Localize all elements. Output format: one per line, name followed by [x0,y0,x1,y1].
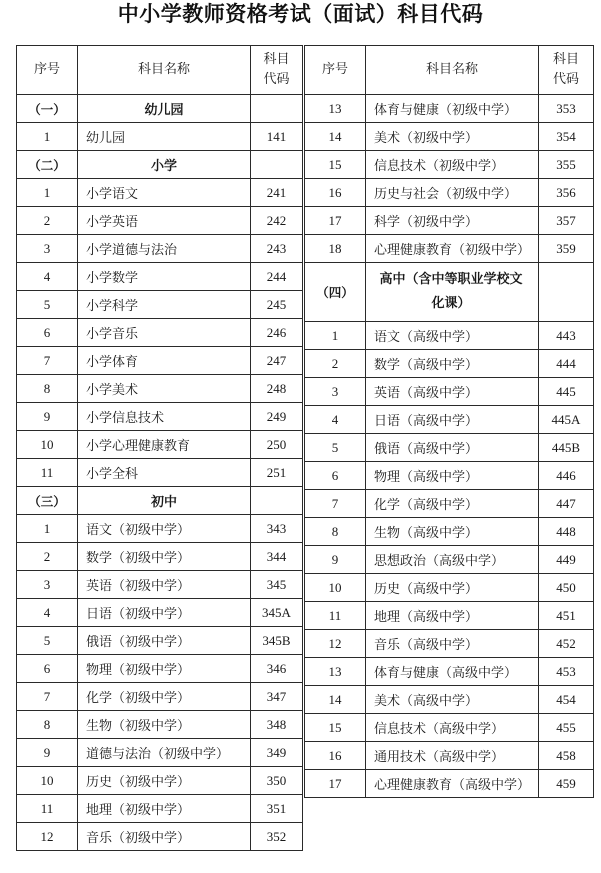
table-row [17,627,303,655]
row-seq: 11 [17,459,78,487]
row-subject-name: 小学英语 [78,207,251,235]
row-seq: 9 [17,739,78,767]
row-seq: 15 [305,714,366,742]
section-code [251,151,303,179]
row-seq: 1 [17,179,78,207]
table-row [17,515,303,543]
row-subject-name: 历史（初级中学） [78,767,251,795]
table-row [305,322,594,350]
row-subject-name: 数学（高级中学） [366,350,539,378]
row-subject-name: 小学音乐 [78,319,251,347]
table-row [305,686,594,714]
row-seq: 8 [17,375,78,403]
row-seq: 10 [17,767,78,795]
row-subject-code: 454 [539,686,594,714]
row-subject-code: 445 [539,378,594,406]
row-subject-name: 小学科学 [78,291,251,319]
row-subject-code: 244 [251,263,303,291]
row-subject-name: 信息技术（高级中学） [366,714,539,742]
row-seq: 2 [17,543,78,571]
header-code-line1: 科目 [263,52,290,67]
row-seq: 13 [305,658,366,686]
table-row [305,630,594,658]
row-subject-code: 357 [539,207,594,235]
row-subject-name: 历史（高级中学） [366,574,539,602]
header-code-line2: 代码 [552,72,579,87]
row-subject-code: 443 [539,322,594,350]
table-row [17,795,303,823]
row-subject-code: 344 [251,543,303,571]
table-row [305,770,594,798]
row-subject-name: 幼儿园 [78,123,251,151]
row-seq: 16 [305,742,366,770]
row-seq: 5 [17,291,78,319]
row-seq: 3 [305,378,366,406]
row-seq: 8 [17,711,78,739]
table-row [305,490,594,518]
header-code [539,46,594,95]
table-row [17,263,303,291]
row-subject-code: 455 [539,714,594,742]
row-seq: 4 [305,406,366,434]
table-row [17,123,303,151]
row-seq: 15 [305,151,366,179]
row-subject-name: 美术（高级中学） [366,686,539,714]
page-title: 中小学教师资格考试（面试）科目代码 [117,2,484,26]
row-seq: 9 [305,546,366,574]
section-seq: （三） [17,487,78,515]
row-subject-code: 354 [539,123,594,151]
row-seq: 2 [305,350,366,378]
subject-code-table-right [304,45,594,798]
row-subject-code: 251 [251,459,303,487]
row-subject-name: 音乐（高级中学） [366,630,539,658]
row-subject-name: 物理（高级中学） [366,462,539,490]
section-row-kindergarten [17,95,303,123]
section-seq: （四） [305,263,366,322]
row-subject-name: 道德与法治（初级中学） [78,739,251,767]
row-seq: 12 [17,823,78,851]
row-subject-code: 243 [251,235,303,263]
row-seq: 9 [17,403,78,431]
row-seq: 5 [17,627,78,655]
table-row [305,462,594,490]
row-subject-name: 化学（高级中学） [366,490,539,518]
table-row [305,518,594,546]
table-row [305,350,594,378]
row-seq: 14 [305,123,366,151]
row-subject-code: 359 [539,235,594,263]
row-seq: 12 [305,630,366,658]
row-subject-code: 247 [251,347,303,375]
table-row [17,823,303,851]
section-name: 小学 [78,151,251,179]
row-seq: 8 [305,518,366,546]
section-name: 高中（含中等职业学校文化课） [366,263,539,322]
row-subject-code: 450 [539,574,594,602]
row-seq: 5 [305,434,366,462]
row-subject-code: 345B [251,627,303,655]
row-subject-code: 241 [251,179,303,207]
table-row [17,319,303,347]
row-subject-name: 俄语（初级中学） [78,627,251,655]
row-subject-code: 356 [539,179,594,207]
row-seq: 7 [305,490,366,518]
table-row [305,574,594,602]
row-subject-code: 451 [539,602,594,630]
row-subject-name: 语文（高级中学） [366,322,539,350]
header-code-line2: 代码 [263,72,290,87]
table-row [17,711,303,739]
row-seq: 1 [17,515,78,543]
table-row [17,739,303,767]
table-row [305,235,594,263]
header-seq: 序号 [305,46,366,95]
row-subject-code: 345A [251,599,303,627]
section-row-junior-high [17,487,303,515]
row-subject-name: 音乐（初级中学） [78,823,251,851]
table-row [305,378,594,406]
row-seq: 7 [17,683,78,711]
table-row [17,403,303,431]
row-seq: 1 [17,123,78,151]
row-subject-name: 美术（初级中学） [366,123,539,151]
row-subject-name: 信息技术（初级中学） [366,151,539,179]
header-code [251,46,303,95]
row-subject-code: 351 [251,795,303,823]
section-row-primary [17,151,303,179]
row-subject-name: 化学（初级中学） [78,683,251,711]
row-seq: 17 [305,207,366,235]
row-subject-code: 249 [251,403,303,431]
table-row [17,207,303,235]
row-subject-code: 345 [251,571,303,599]
row-subject-code: 348 [251,711,303,739]
row-subject-code: 453 [539,658,594,686]
row-seq: 13 [305,95,366,123]
row-subject-code: 352 [251,823,303,851]
table-row [305,123,594,151]
row-subject-code: 353 [539,95,594,123]
row-subject-code: 349 [251,739,303,767]
row-subject-name: 心理健康教育（初级中学） [366,235,539,263]
row-seq: 3 [17,571,78,599]
row-subject-name: 地理（初级中学） [78,795,251,823]
row-subject-name: 英语（初级中学） [78,571,251,599]
section-name: 幼儿园 [78,95,251,123]
row-seq: 11 [17,795,78,823]
row-subject-code: 248 [251,375,303,403]
row-seq: 6 [17,655,78,683]
section-name: 初中 [78,487,251,515]
header-name: 科目名称 [78,46,251,95]
row-seq: 7 [17,347,78,375]
row-subject-code: 458 [539,742,594,770]
table-row [17,683,303,711]
row-seq: 14 [305,686,366,714]
table-row [17,459,303,487]
table-row [17,655,303,683]
row-subject-name: 思想政治（高级中学） [366,546,539,574]
table-header-row [17,46,303,95]
row-subject-name: 英语（高级中学） [366,378,539,406]
table-row [17,179,303,207]
table-row [17,375,303,403]
row-seq: 10 [17,431,78,459]
row-subject-name: 通用技术（高级中学） [366,742,539,770]
row-subject-code: 346 [251,655,303,683]
row-seq: 6 [17,319,78,347]
row-subject-code: 350 [251,767,303,795]
table-row [305,658,594,686]
table-row [305,602,594,630]
table-row [17,235,303,263]
table-row [305,207,594,235]
row-subject-code: 445B [539,434,594,462]
row-subject-name: 小学心理健康教育 [78,431,251,459]
row-subject-code: 447 [539,490,594,518]
row-subject-code: 141 [251,123,303,151]
row-subject-name: 生物（高级中学） [366,518,539,546]
row-subject-name: 科学（初级中学） [366,207,539,235]
row-seq: 10 [305,574,366,602]
row-subject-code: 446 [539,462,594,490]
row-subject-name: 小学语文 [78,179,251,207]
row-subject-code: 459 [539,770,594,798]
table-row [17,543,303,571]
row-seq: 2 [17,207,78,235]
table-row [17,571,303,599]
row-subject-name: 小学体育 [78,347,251,375]
row-seq: 11 [305,602,366,630]
row-seq: 1 [305,322,366,350]
row-subject-name: 俄语（高级中学） [366,434,539,462]
row-subject-name: 生物（初级中学） [78,711,251,739]
row-subject-name: 体育与健康（初级中学） [366,95,539,123]
subject-code-table-left [16,45,303,851]
section-seq: （二） [17,151,78,179]
row-subject-code: 444 [539,350,594,378]
row-subject-code: 242 [251,207,303,235]
section-row-senior-high [305,263,594,322]
row-subject-name: 语文（初级中学） [78,515,251,543]
row-subject-name: 小学道德与法治 [78,235,251,263]
section-code [251,487,303,515]
table-row [305,714,594,742]
row-subject-code: 246 [251,319,303,347]
table-row [305,434,594,462]
table-row [305,546,594,574]
row-subject-name: 日语（初级中学） [78,599,251,627]
table-header-row [305,46,594,95]
row-subject-name: 小学全科 [78,459,251,487]
section-code [539,263,594,322]
row-subject-code: 343 [251,515,303,543]
row-subject-code: 347 [251,683,303,711]
row-subject-code: 250 [251,431,303,459]
table-row [17,431,303,459]
table-row [305,179,594,207]
row-seq: 4 [17,263,78,291]
section-seq: （一） [17,95,78,123]
section-code [251,95,303,123]
row-seq: 6 [305,462,366,490]
row-subject-name: 小学数学 [78,263,251,291]
table-row [305,151,594,179]
table-row [305,95,594,123]
table-row [305,406,594,434]
row-subject-code: 452 [539,630,594,658]
header-name: 科目名称 [366,46,539,95]
row-seq: 3 [17,235,78,263]
row-subject-name: 历史与社会（初级中学） [366,179,539,207]
row-subject-code: 445A [539,406,594,434]
table-row [305,742,594,770]
row-seq: 4 [17,599,78,627]
row-subject-name: 数学（初级中学） [78,543,251,571]
row-subject-name: 心理健康教育（高级中学） [366,770,539,798]
row-subject-code: 448 [539,518,594,546]
row-seq: 16 [305,179,366,207]
row-subject-name: 物理（初级中学） [78,655,251,683]
table-row [17,767,303,795]
header-seq: 序号 [17,46,78,95]
row-subject-code: 449 [539,546,594,574]
table-row [17,291,303,319]
row-subject-name: 日语（高级中学） [366,406,539,434]
row-subject-name: 体育与健康（高级中学） [366,658,539,686]
row-seq: 18 [305,235,366,263]
header-code-line1: 科目 [552,52,579,67]
row-subject-name: 小学美术 [78,375,251,403]
row-seq: 17 [305,770,366,798]
table-row [17,599,303,627]
row-subject-code: 355 [539,151,594,179]
row-subject-name: 地理（高级中学） [366,602,539,630]
row-subject-code: 245 [251,291,303,319]
row-subject-name: 小学信息技术 [78,403,251,431]
table-row [17,347,303,375]
